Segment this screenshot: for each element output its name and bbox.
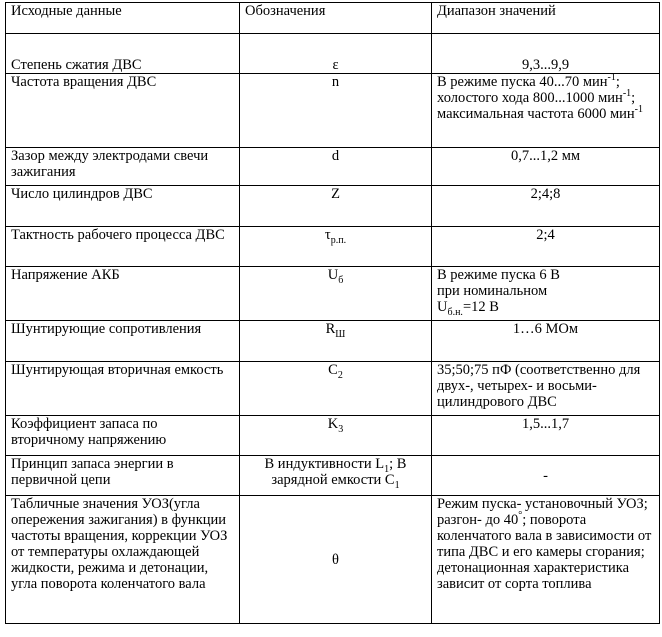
param-cell: Принцип запаса энергии в первичной цепи (6, 456, 240, 496)
header-cell-designation: Обозначения (240, 3, 432, 34)
symbol-sub: 1 (394, 479, 400, 491)
symbol-text: В индуктивности L (264, 456, 385, 472)
range-line: при номинальном (437, 283, 548, 299)
symbol-text: U (327, 267, 339, 283)
range-sup: -1 (607, 72, 616, 84)
symbol-text: τ (324, 227, 331, 243)
table-row-cylinders (6, 186, 660, 227)
symbol-sub: р.п. (330, 234, 347, 246)
range-cell (432, 74, 660, 148)
symbol-cell (240, 416, 432, 456)
header-cell-range: Диапазон значений (432, 3, 660, 34)
param-cell: Степень сжатия ДВС (6, 34, 240, 74)
param-cell: Тактность рабочего процесса ДВС (6, 227, 240, 267)
parameters-table (5, 2, 660, 624)
param-cell: Число цилиндров ДВС (6, 186, 240, 227)
range-cell: 35;50;75 пФ (соответственно для двух-, четырех- и восьми-цилиндрового ДВС (432, 362, 660, 416)
symbol-cell: ε (240, 34, 432, 74)
table-row-shunt-resistance (6, 321, 660, 362)
symbol-sub: б (338, 274, 344, 286)
symbol-sub: 3 (338, 423, 344, 435)
range-sub: б.н. (447, 306, 463, 318)
range-cell: 1,5...1,7 (432, 416, 660, 456)
param-cell: Шунтирующие сопротивления (6, 321, 240, 362)
param-cell: Частота вращения ДВС (6, 74, 240, 148)
table-row-rotation (6, 74, 660, 148)
symbol-cell: Z (240, 186, 432, 227)
symbol-text: ; В зарядной емкости C (271, 456, 407, 488)
range-text: ; холостого хода 800...1000 мин (437, 74, 623, 106)
symbol-cell (240, 456, 432, 496)
symbol-text: R (325, 321, 336, 337)
symbol-cell (240, 267, 432, 321)
range-sup: ° (518, 510, 523, 522)
symbol-cell (240, 321, 432, 362)
param-cell: Зазор между электродами свечи зажигания (6, 148, 240, 186)
range-line: В режиме пуска 6 В (437, 267, 560, 283)
param-cell: Шунтирующая вторичная емкость (6, 362, 240, 416)
range-cell: - (432, 456, 660, 496)
range-text: Режим пуска- установочный УОЗ; разгон- до 40 (437, 496, 648, 528)
range-text: В режиме пуска 40...70 мин (437, 74, 608, 90)
table-row-ignition-timing (6, 496, 660, 624)
table-row-shunt-capacitance (6, 362, 660, 416)
range-cell: 2;4;8 (432, 186, 660, 227)
range-sup: -1 (622, 88, 632, 100)
range-text: ; поворота коленчатого вала в зависимости от типа ДВС и его камеры сгорания; детонационная характеристика зависит от сорта топлива (437, 512, 652, 592)
range-cell: 9,3...9,9 (432, 34, 660, 74)
table-row-energy-storage (6, 456, 660, 496)
range-cell (432, 496, 660, 624)
range-cell: 2;4 (432, 227, 660, 267)
param-cell: Напряжение АКБ (6, 267, 240, 321)
symbol-cell: n (240, 74, 432, 148)
table-row-spark-gap (6, 148, 660, 186)
symbol-cell: θ (240, 496, 432, 624)
table-row-stroke (6, 227, 660, 267)
param-cell: Табличные значения УОЗ(угла опережения зажигания) в функции частоты вращения, коррекции УОЗ от температуры охлаждающей жидкости, режима и детонации, угла поворота коленчатого вала (6, 496, 240, 624)
header-cell-source-data: Исходные данные (6, 3, 240, 34)
range-cell: 1…6 МОм (432, 321, 660, 362)
symbol-sub: Ш (335, 328, 346, 340)
symbol-cell (240, 227, 432, 267)
symbol-sub: 1 (384, 463, 390, 475)
table-header-row (6, 3, 660, 34)
range-text: U (437, 299, 448, 315)
range-sup: -1 (634, 104, 643, 116)
range-text: ; максимальная частота 6000 мин (437, 90, 636, 122)
table-row-reserve-factor (6, 416, 660, 456)
symbol-sub: 2 (337, 369, 343, 381)
range-cell: 0,7...1,2 мм (432, 148, 660, 186)
table-row-battery (6, 267, 660, 321)
table-row-compression (6, 34, 660, 74)
symbol-cell: d (240, 148, 432, 186)
symbol-text: K (327, 416, 339, 432)
symbol-text: C (328, 362, 338, 378)
range-text: =12 В (462, 299, 499, 315)
symbol-cell (240, 362, 432, 416)
range-cell (432, 267, 660, 321)
param-cell: Коэффициент запаса по вторичному напряжению (6, 416, 240, 456)
